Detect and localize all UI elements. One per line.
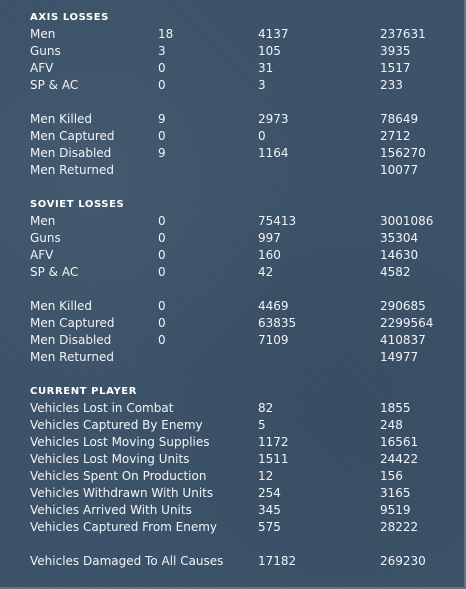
period-value: 17182 — [258, 554, 297, 568]
period-value: 12 — [258, 469, 274, 483]
row-label: Vehicles Lost Moving Units — [30, 452, 190, 466]
vehicles-withdrawn-with-units-row — [0, 485, 466, 502]
vehicles-spent-on-production-row — [0, 468, 466, 485]
row-label: Vehicles Withdrawn With Units — [30, 486, 214, 500]
total-value: 28222 — [380, 520, 419, 534]
turn-value: 0 — [158, 231, 166, 245]
turn-value: 0 — [158, 214, 166, 228]
vehicles-lost-in-combat-row — [0, 400, 466, 417]
axis-men-captured-row — [0, 128, 466, 145]
row-label: SP & AC — [30, 78, 79, 92]
soviet-men-row — [0, 213, 466, 230]
total-value: 248 — [380, 418, 403, 432]
soviet-sp-ac-row — [0, 264, 466, 281]
total-value: 9519 — [380, 503, 411, 517]
period-value: 254 — [258, 486, 281, 500]
period-value: 1511 — [258, 452, 289, 466]
row-label: Men Killed — [30, 112, 93, 126]
turn-value: 9 — [158, 112, 166, 126]
turn-value: 0 — [158, 333, 166, 347]
total-value: 1517 — [380, 61, 411, 75]
vehicles-damaged-row — [0, 553, 466, 570]
turn-value: 0 — [158, 265, 166, 279]
row-label: Guns — [30, 231, 61, 245]
period-value: 345 — [258, 503, 281, 517]
period-value: 160 — [258, 248, 281, 262]
period-value: 0 — [258, 129, 266, 143]
period-value: 1164 — [258, 146, 289, 160]
axis-guns-row — [0, 43, 466, 60]
period-value: 75413 — [258, 214, 297, 228]
axis-men-disabled-row — [0, 145, 466, 162]
row-label: Men — [30, 27, 56, 41]
total-value: 410837 — [380, 333, 426, 347]
row-label: Men Captured — [30, 129, 115, 143]
vehicles-lost-moving-units-row — [0, 451, 466, 468]
soviet-guns-row — [0, 230, 466, 247]
period-value: 3 — [258, 78, 266, 92]
period-value: 5 — [258, 418, 266, 432]
period-value: 4469 — [258, 299, 289, 313]
total-value: 35304 — [380, 231, 419, 245]
total-value: 2712 — [380, 129, 411, 143]
vehicles-captured-by-enemy-row — [0, 417, 466, 434]
period-value: 575 — [258, 520, 281, 534]
axis-men-returned-row — [0, 162, 466, 179]
total-value: 4582 — [380, 265, 411, 279]
row-label: SP & AC — [30, 265, 79, 279]
row-label: Men Returned — [30, 163, 114, 177]
row-label: Men Captured — [30, 316, 115, 330]
total-value: 156 — [380, 469, 403, 483]
turn-value: 0 — [158, 61, 166, 75]
axis-men-row — [0, 26, 466, 43]
period-value: 997 — [258, 231, 281, 245]
soviet-men-returned-row — [0, 349, 466, 366]
total-value: 233 — [380, 78, 403, 92]
vehicles-arrived-with-units-row — [0, 502, 466, 519]
soviet-men-disabled-row — [0, 332, 466, 349]
turn-value: 0 — [158, 129, 166, 143]
row-label: Vehicles Captured By Enemy — [30, 418, 203, 432]
row-label: Men Returned — [30, 350, 114, 364]
total-value: 2299564 — [380, 316, 434, 330]
period-value: 7109 — [258, 333, 289, 347]
period-value: 105 — [258, 44, 281, 58]
soviet-men-captured-row — [0, 315, 466, 332]
row-label: Vehicles Damaged To All Causes — [30, 554, 224, 568]
vehicles-lost-moving-supplies-row — [0, 434, 466, 451]
row-label: Vehicles Spent On Production — [30, 469, 207, 483]
axis-losses-title: AXIS LOSSES — [30, 12, 109, 23]
turn-value: 0 — [158, 299, 166, 313]
total-value: 14630 — [380, 248, 419, 262]
row-label: Vehicles Arrived With Units — [30, 503, 192, 517]
row-label: AFV — [30, 248, 54, 262]
total-value: 10077 — [380, 163, 419, 177]
total-value: 78649 — [380, 112, 419, 126]
total-value: 156270 — [380, 146, 426, 160]
vehicles-captured-from-enemy-row — [0, 519, 466, 536]
total-value: 1855 — [380, 401, 411, 415]
total-value: 3165 — [380, 486, 411, 500]
period-value: 4137 — [258, 27, 289, 41]
soviet-losses-title: SOVIET LOSSES — [30, 199, 125, 210]
current-player-title: CURRENT PLAYER — [30, 386, 138, 397]
row-label: Men Disabled — [30, 333, 112, 347]
turn-value: 0 — [158, 316, 166, 330]
turn-value: 18 — [158, 27, 174, 41]
turn-value: 0 — [158, 78, 166, 92]
period-value: 1172 — [258, 435, 289, 449]
row-label: Men — [30, 214, 56, 228]
period-value: 2973 — [258, 112, 289, 126]
total-value: 3935 — [380, 44, 411, 58]
total-value: 269230 — [380, 554, 426, 568]
row-label: Men Disabled — [30, 146, 112, 160]
turn-value: 0 — [158, 248, 166, 262]
total-value: 16561 — [380, 435, 419, 449]
total-value: 290685 — [380, 299, 426, 313]
soviet-afv-row — [0, 247, 466, 264]
turn-value: 3 — [158, 44, 166, 58]
turn-value: 9 — [158, 146, 166, 160]
axis-men-killed-row — [0, 111, 466, 128]
axis-afv-row — [0, 60, 466, 77]
soviet-men-killed-row — [0, 298, 466, 315]
axis-sp-ac-row — [0, 77, 466, 94]
row-label: Guns — [30, 44, 61, 58]
row-label: Vehicles Lost Moving Supplies — [30, 435, 210, 449]
period-value: 31 — [258, 61, 274, 75]
period-value: 63835 — [258, 316, 297, 330]
row-label: Vehicles Captured From Enemy — [30, 520, 218, 534]
total-value: 24422 — [380, 452, 419, 466]
period-value: 42 — [258, 265, 274, 279]
row-label: AFV — [30, 61, 54, 75]
total-value: 14977 — [380, 350, 419, 364]
total-value: 3001086 — [380, 214, 434, 228]
period-value: 82 — [258, 401, 274, 415]
row-label: Vehicles Lost in Combat — [30, 401, 174, 415]
total-value: 237631 — [380, 27, 426, 41]
row-label: Men Killed — [30, 299, 93, 313]
